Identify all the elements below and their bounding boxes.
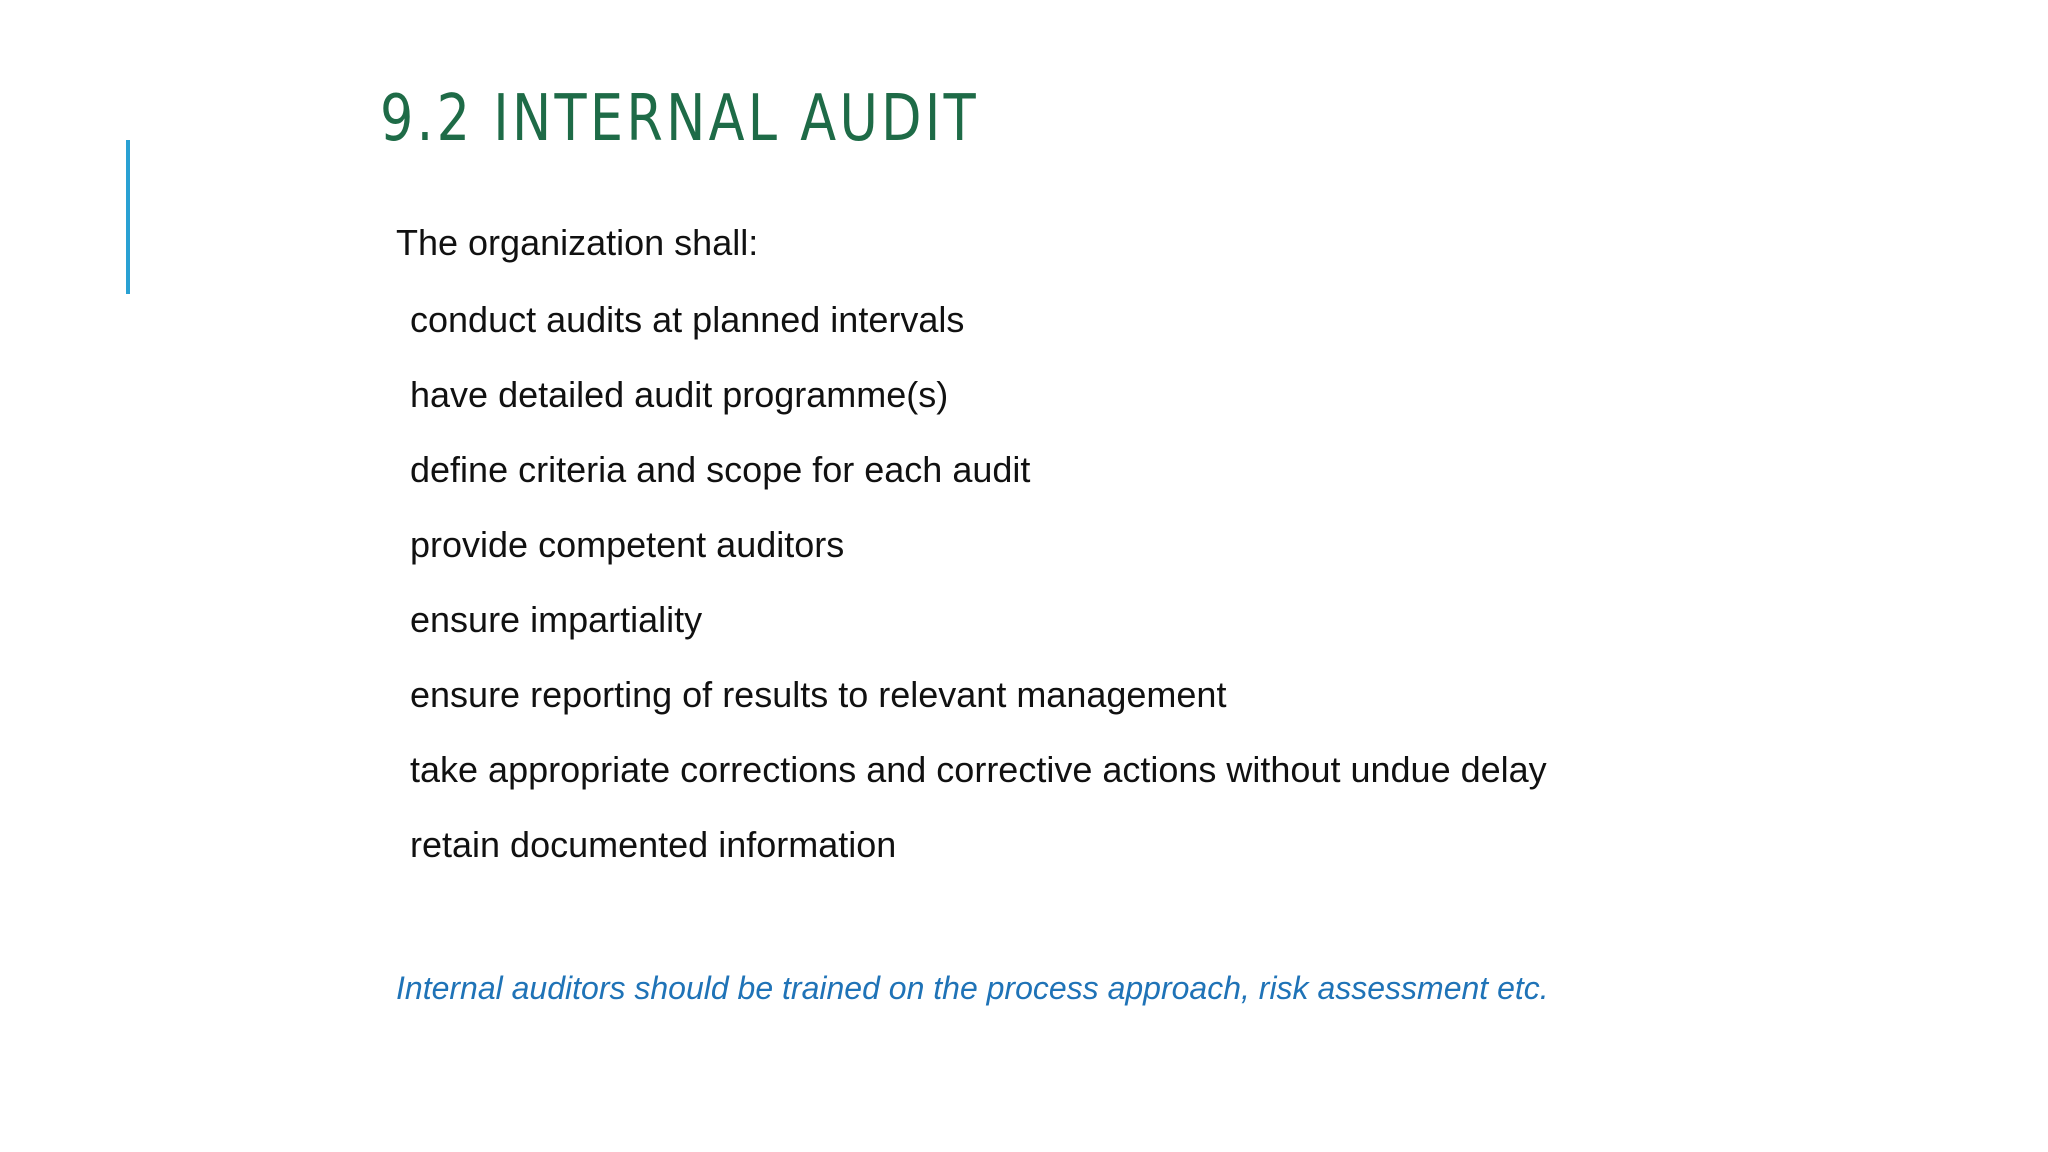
requirements-list [410, 297, 1547, 897]
list-item: ensure impartiality [410, 599, 703, 640]
slide-title: 9.2 INTERNAL AUDIT [380, 82, 979, 156]
list-item: retain documented information [410, 824, 897, 865]
list-item: ensure reporting of results to relevant management [410, 674, 1227, 715]
list-item: have detailed audit programme(s) [410, 374, 949, 415]
list-item: define criteria and scope for each audit [410, 449, 1031, 490]
list-item: provide competent auditors [410, 524, 845, 565]
intro-text: The organization shall: [396, 222, 759, 263]
training-note: Internal auditors should be trained on the process approach, risk assessment etc. [396, 970, 1549, 1006]
list-item: take appropriate corrections and corrective actions without undue delay [410, 749, 1547, 790]
accent-bar [126, 140, 130, 294]
list-item: conduct audits at planned intervals [410, 299, 965, 340]
